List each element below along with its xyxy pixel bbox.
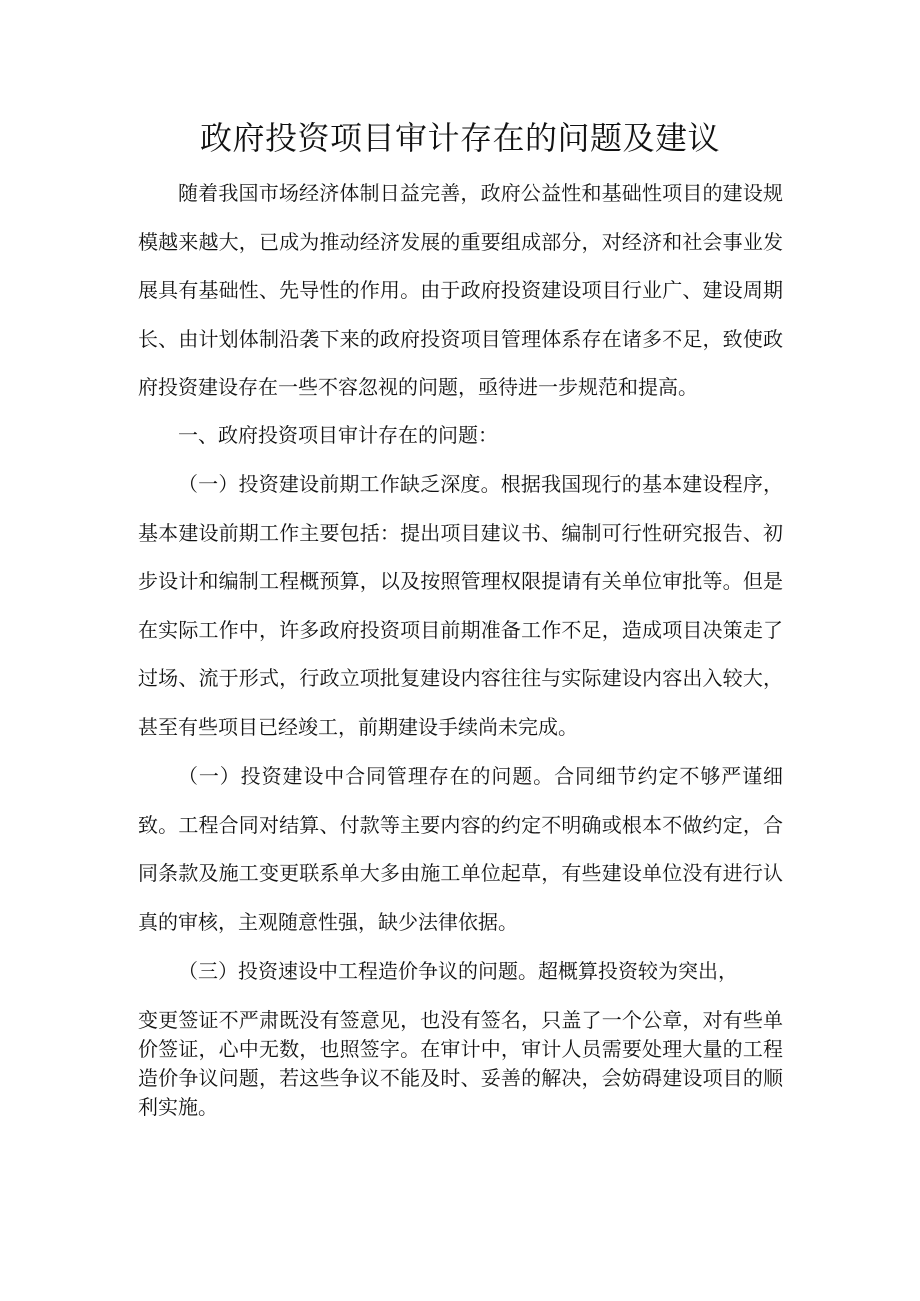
paragraph-cost-dispute-body: 变更签证不严肃既没有签意见，也没有签名，只盖了一个公章，对有些单价签证，心中无数，也照签字。在审计中，审计人员需要处理大量的工程造价争议问题，若这些争议不能及时、妥善的解决，会妨碍建设项目的顺利实施。 (138, 1008, 783, 1119)
document-title: 政府投资项目审计存在的问题及建议 (199, 119, 720, 157)
paragraph-intro: 随着我国市场经济体制日益完善，政府公益性和基础性项目的建设规模越来越大，已成为推动经济发展的重要组成部分，对经济和社会事业发展具有基础性、先导性的作用。由于政府投资建设项目行业广、建设周期长、由计划体制沿袭下来的政府投资项目管理体系存在诸多不足，致使政府投资建设存在一些不容忽视的问题，亟待进一步规范和提高。 (138, 181, 783, 399)
paragraph-cost-dispute-lead: （三）投资速设中工程造价争议的问题。超概算投资较为突出， (178, 959, 738, 983)
paragraph-contract-management: （一）投资建设中合同管理存在的问题。合同细节约定不够严谨细致。工程合同对结算、付款等主要内容的约定不明确或根本不做约定，合同条款及施工变更联系单大多由施工单位起草，有些建设单位没有进行认真的审核，主观随意性强，缺少法律依据。 (138, 764, 783, 934)
paragraph-preliminary-work: （一）投资建设前期工作缺乏深度。根据我国现行的基本建设程序，基本建设前期工作主要包括：提出项目建议书、编制可行性研究报告、初步设计和编制工程概预算，以及按照管理权限提请有关单位审批等。但是在实际工作中，许多政府投资项目前期准备工作不足，造成项目决策走了过场、流于形式，行政立项批复建设内容往往与实际建设内容出入较大，甚至有些项目已经竣工，前期建设手续尚未完成。 (138, 472, 783, 739)
section-heading-problems: 一、政府投资项目审计存在的问题： (178, 423, 498, 447)
